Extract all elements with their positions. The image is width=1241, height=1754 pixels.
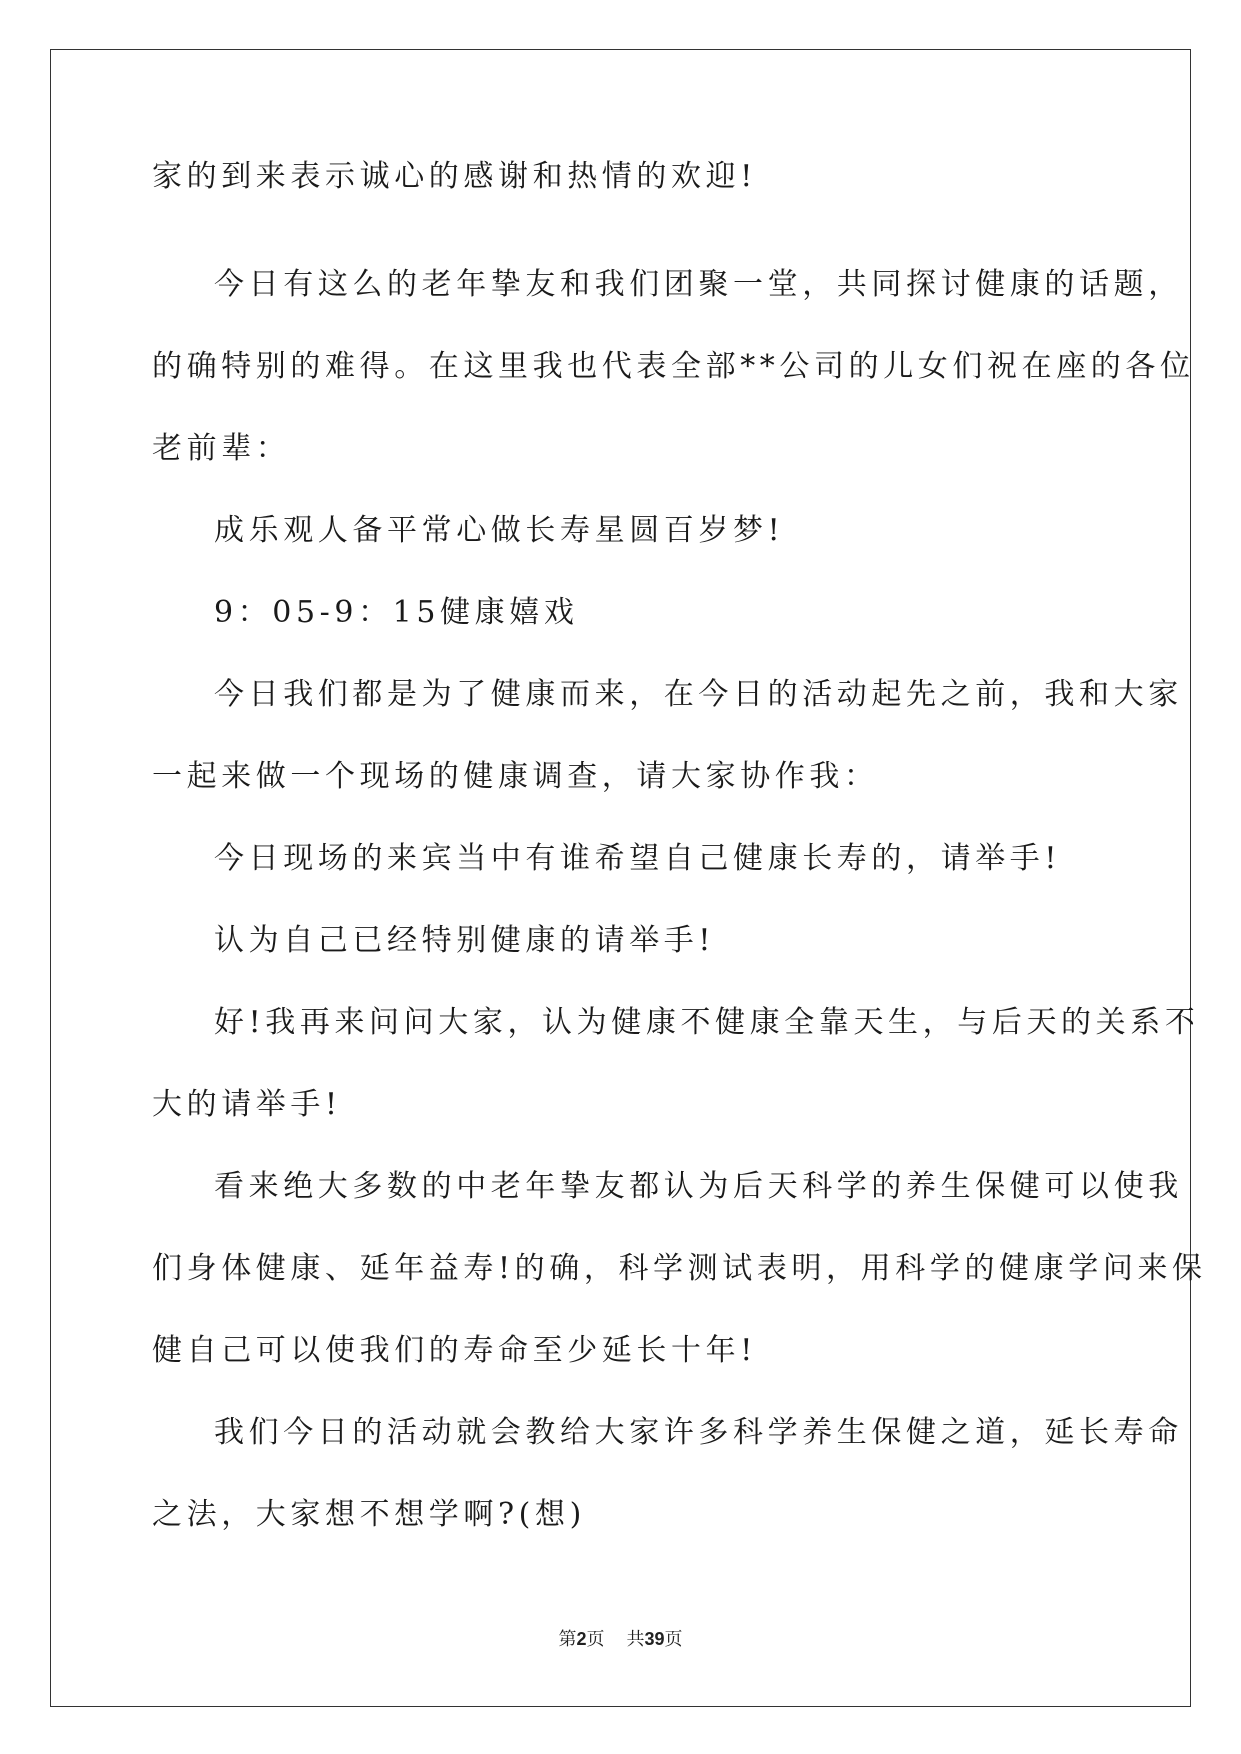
page-suffix: 页 [586,1629,605,1650]
paragraph-line: 们身体健康、延年益寿!的确，科学测试表明，用科学的健康学问来保 [152,1251,1207,1286]
paragraph-line: 认为自己已经特别健康的请举手! [214,923,716,958]
paragraph-line: 大的请举手! [152,1087,342,1122]
schedule-heading: 9：05-9：15健康嬉戏 [214,595,579,630]
paragraph-line: 之法，大家想不想学啊?(想) [152,1497,586,1532]
page-number: 2 [576,1629,587,1649]
paragraph-line: 家的到来表示诚心的感谢和热情的欢迎! [152,159,757,194]
paragraph-line: 成乐观人备平常心做长寿星圆百岁梦! [214,513,785,548]
paragraph-line: 今日我们都是为了健康而来，在今日的活动起先之前，我和大家 [214,677,1183,712]
paragraph-line: 一起来做一个现场的健康调查，请大家协作我： [152,759,879,794]
paragraph-line: 今日现场的来宾当中有谁希望自己健康长寿的，请举手! [214,841,1062,876]
paragraph-line: 我们今日的活动就会教给大家许多科学养生保健之道，延长寿命 [214,1415,1183,1450]
paragraph-line: 的确特别的难得。在这里我也代表全部**公司的儿女们祝在座的各位 [152,349,1195,384]
paragraph-line: 健自己可以使我们的寿命至少延长十年! [152,1333,757,1368]
paragraph-line: 今日有这么的老年挚友和我们团聚一堂，共同探讨健康的话题， [214,267,1183,302]
total-suffix: 页 [664,1629,683,1650]
document-body [152,159,1207,1556]
total-pages: 39 [644,1629,665,1649]
page-footer [0,1625,1241,1651]
paragraph-line: 看来绝大多数的中老年挚友都认为后天科学的养生保健可以使我 [214,1169,1183,1204]
total-prefix: 共 [626,1629,645,1650]
paragraph-line: 好!我再来问问大家，认为健康不健康全靠天生，与后天的关系不 [214,1005,1200,1040]
page-prefix: 第 [558,1629,577,1650]
paragraph-line: 老前辈： [152,431,291,466]
